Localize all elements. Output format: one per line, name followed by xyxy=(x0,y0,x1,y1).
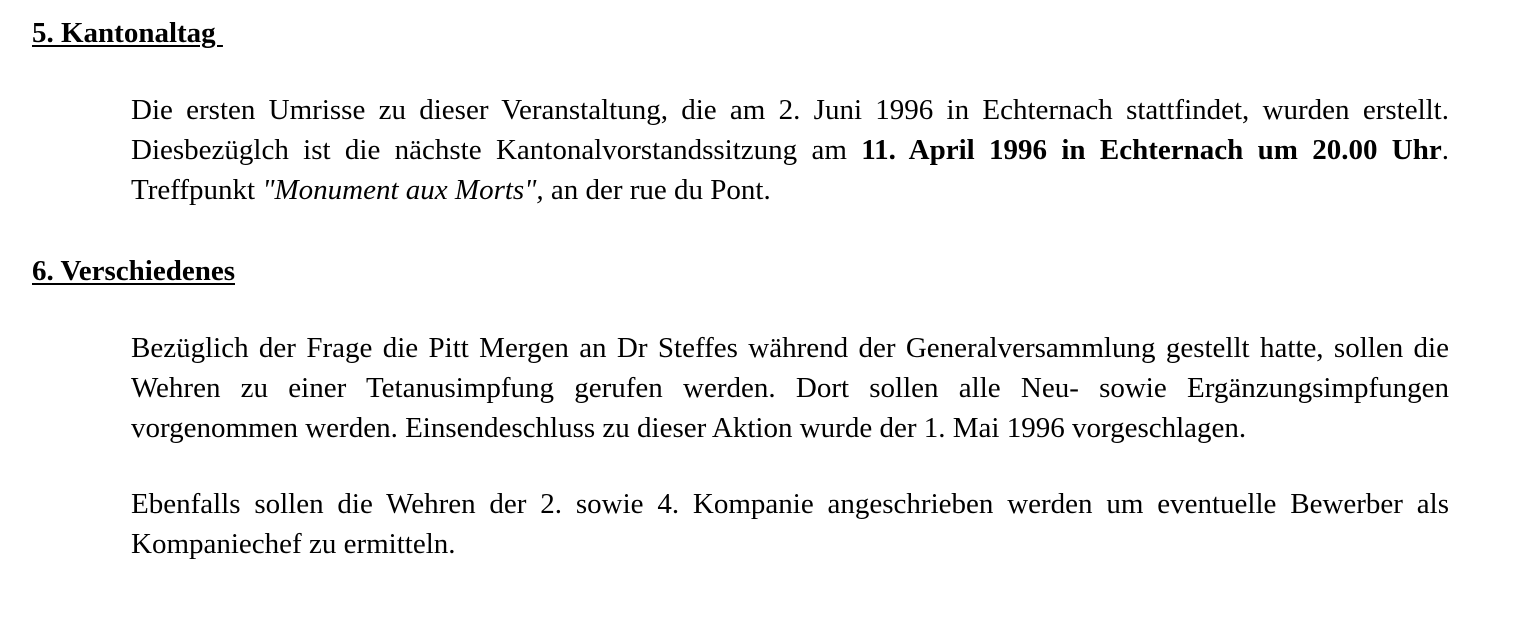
meeting-date-bold: 11. April 1996 in Echternach um 20.00 Uhr xyxy=(861,134,1442,166)
section-heading-kantonaltag: 5. Kantonaltag xyxy=(32,17,223,49)
meeting-place-italic: "Monument aux Morts", xyxy=(262,174,544,206)
kantonaltag-text-2: . Treffpunkt xyxy=(131,134,1449,206)
kantonaltag-text-3: an der rue du Pont. xyxy=(543,174,771,206)
kantonaltag-paragraph xyxy=(131,90,1449,210)
verschiedenes-paragraph-2: Ebenfalls sollen die Wehren der 2. sowie 4. Kompanie angeschrieben werden um eventuelle Bewerber als Kompaniechef zu ermitteln. xyxy=(131,488,1449,560)
kantonaltag-text-1: Die ersten Umrisse zu dieser Veranstaltung, die am 2. Juni 1996 in Echternach stattfindet, wurden erstellt. Diesbezüglch ist die nächste Kantonalvorstandssitzung am xyxy=(131,94,1449,166)
section-heading-verschiedenes: 6. Verschiedenes xyxy=(32,255,235,287)
verschiedenes-paragraph-1: Bezüglich der Frage die Pitt Mergen an Dr Steffes während der Generalversammlung gestellt hatte, sollen die Wehren zu einer Tetanusimpfung gerufen werden. Dort sollen alle Neu- sowie Ergänzungsimpfungen vorgenommen werden. Einsendeschluss zu dieser Aktion wurde der 1. Mai 1996 vorgeschlagen. xyxy=(131,332,1449,444)
